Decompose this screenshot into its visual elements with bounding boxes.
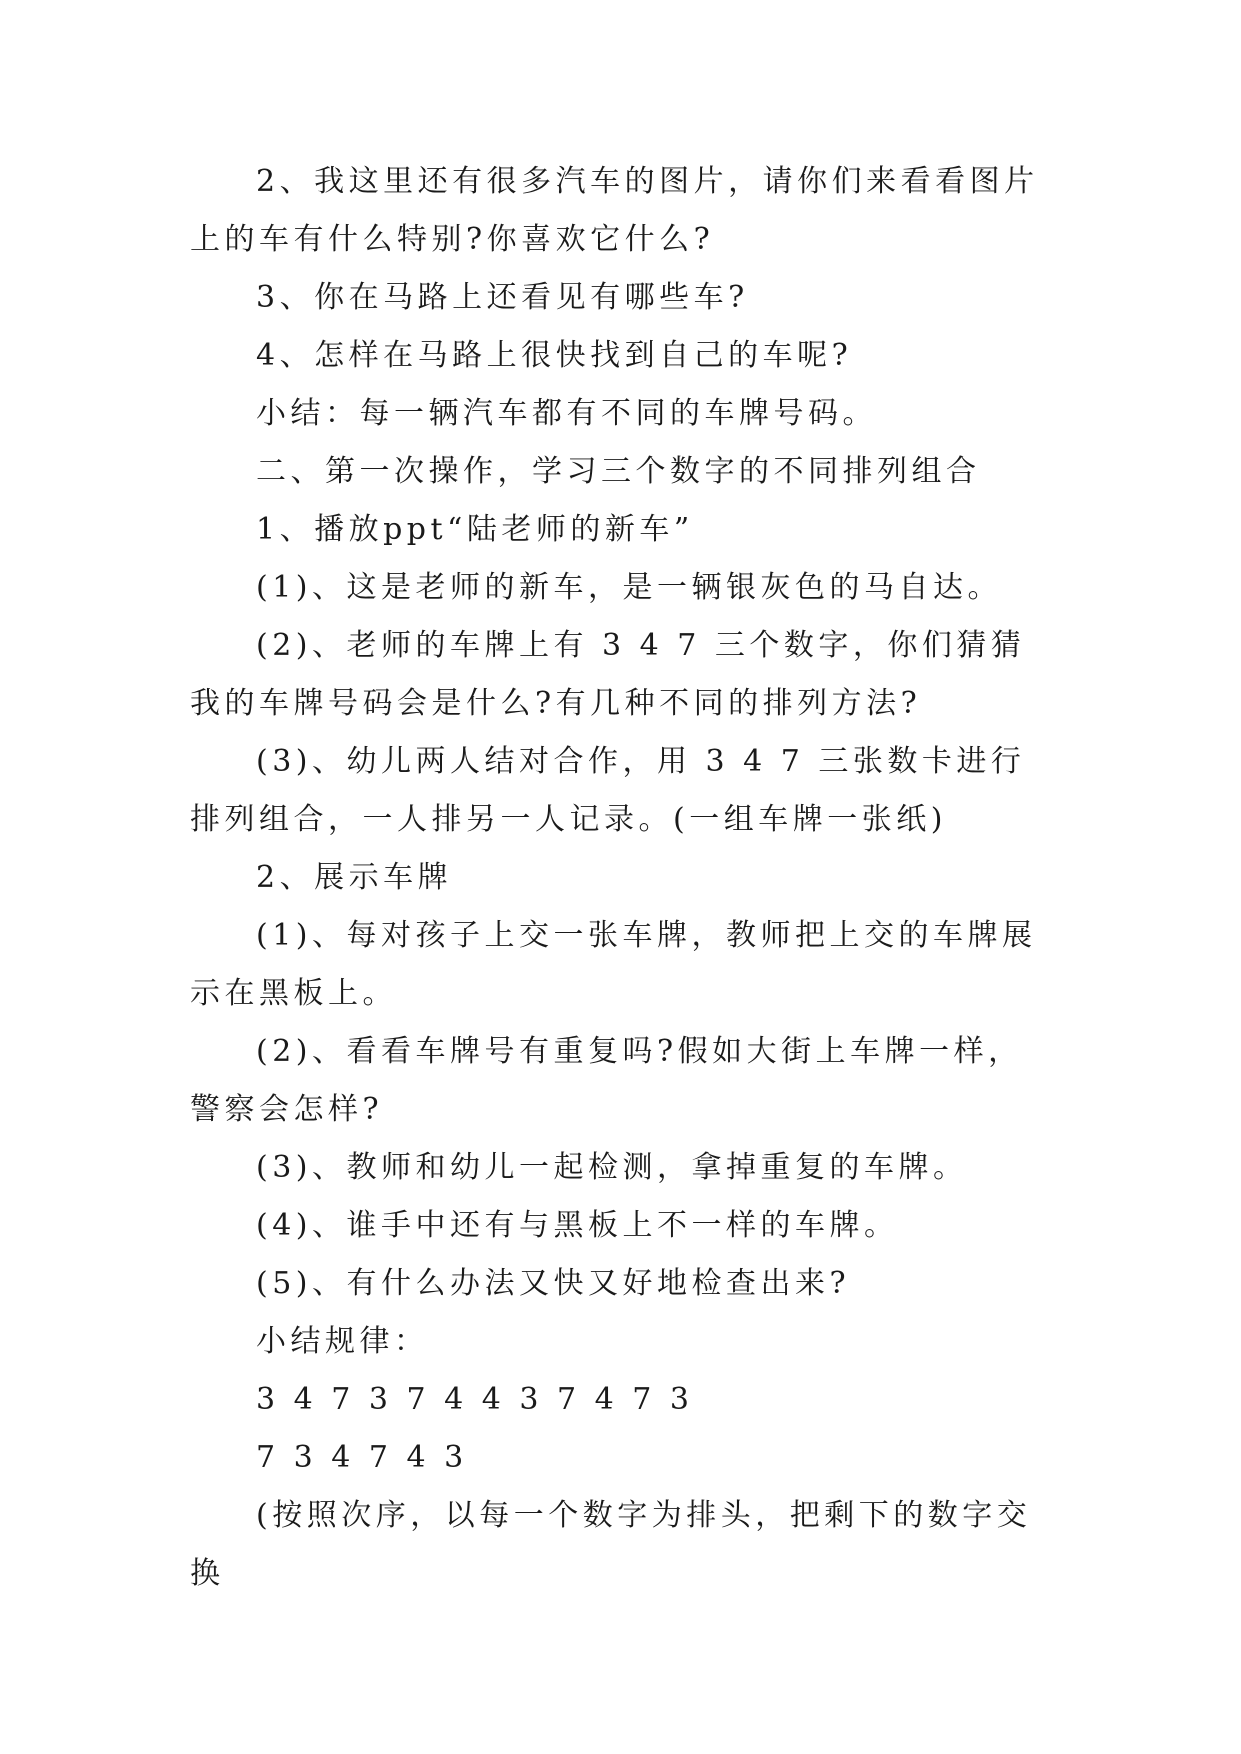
paragraph-show-2: (2)、看看车牌号有重复吗?假如大街上车牌一样，警察会怎样? xyxy=(190,1034,1023,1127)
paragraph-3: 4、怎样在马路上很快找到自己的车呢? xyxy=(256,338,853,373)
paragraph-show-1: (1)、每对孩子上交一张车牌，教师把上交的车牌展示在黑板上。 xyxy=(190,918,1037,1011)
document-body xyxy=(190,153,1050,1603)
paragraph-explanation: (按照次序，以每一个数字为排头，把剩下的数字交换 xyxy=(190,1498,1032,1591)
paragraph-2: 3、你在马路上还看见有哪些车? xyxy=(256,280,749,315)
paragraph-step-3: (3)、幼儿两人结对合作，用 3 4 7 三张数卡进行排列组合，一人排另一人记录。(一组车牌一张纸) xyxy=(190,744,1026,837)
paragraph-show-5: (5)、有什么办法又快又好地检查出来? xyxy=(256,1266,851,1301)
paragraph-sequence-1: 3 4 7 3 7 4 4 3 7 4 7 3 xyxy=(256,1382,694,1417)
paragraph-step-2: (2)、老师的车牌上有 3 4 7 三个数字，你们猜猜我的车牌号码会是什么?有几种不同的排列方法? xyxy=(190,628,1026,721)
paragraph-1: 2、我这里还有很多汽车的图片，请你们来看看图片上的车有什么特别?你喜欢它什么? xyxy=(190,164,1039,257)
paragraph-summary-rule: 小结规律： xyxy=(256,1324,429,1359)
paragraph-step-1: (1)、这是老师的新车，是一辆银灰色的马自达。 xyxy=(256,570,1002,605)
paragraph-show-3: (3)、教师和幼儿一起检测，拿掉重复的车牌。 xyxy=(256,1150,968,1185)
paragraph-show-plates: 2、展示车牌 xyxy=(256,860,453,895)
paragraph-show-4: (4)、谁手中还有与黑板上不一样的车牌。 xyxy=(256,1208,899,1243)
paragraph-sequence-2: 7 3 4 7 4 3 xyxy=(256,1440,468,1475)
paragraph-ppt: 1、播放ppt“陆老师的新车” xyxy=(256,512,694,547)
section-heading-2: 二、第一次操作，学习三个数字的不同排列组合 xyxy=(256,454,981,489)
paragraph-summary-1: 小结：每一辆汽车都有不同的车牌号码。 xyxy=(256,396,877,431)
